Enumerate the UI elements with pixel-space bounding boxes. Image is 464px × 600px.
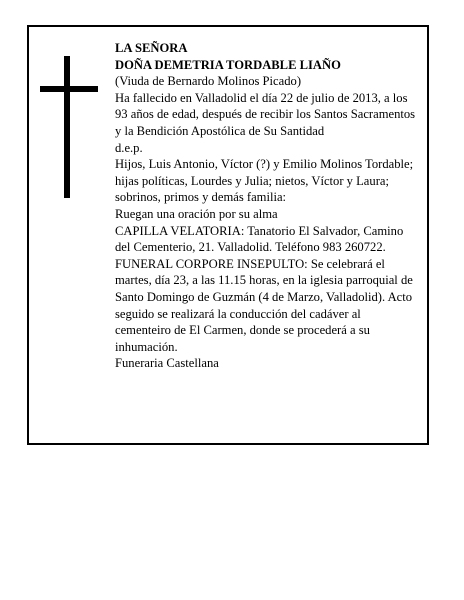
dep-line: d.e.p. (115, 140, 143, 155)
funeral-info: FUNERAL CORPORE INSEPULTO: Se celebrará el martes, día 23, a las 11.15 horas, en la iglesia parroquial de Santo Domingo de Guzmán (4 de Marzo, Valladolid). Acto seguido se realizará la conducción del cadáver al cementeiro de El Carmen, donde se procederá a su inhumación. (115, 256, 413, 354)
deceased-name: DOÑA DEMETRIA TORDABLE LIAÑO (115, 57, 341, 72)
family-members: Hijos, Luis Antonio, Víctor (?) y Emilio Molinos Tordable; hijas políticas, Lourdes y Julia; nietos, Víctor y Laura; sobrinos, primos y demás familia: (115, 157, 414, 205)
widow-of-line: (Viuda de Bernardo Molinos Picado) (115, 74, 302, 89)
death-announcement: Ha fallecido en Valladolid el día 22 de julio de 2013, a los 93 años de edad, después de recibir los Santos Sacramentos y la Bendición Apostólica de Su Santidad (115, 90, 416, 138)
notice-body (115, 40, 419, 372)
cross-horizontal-bar (40, 86, 98, 92)
wake-chapel-info: CAPILLA VELATORIA: Tanatorio El Salvador, Camino del Cementerio, 21. Valladolid. Teléfono 983 260722. (115, 223, 404, 255)
cross-icon (40, 56, 98, 198)
funeral-home: Funeraria Castellana (115, 356, 219, 371)
obituary-notice (27, 25, 429, 445)
title-line: LA SEÑORA (115, 41, 188, 55)
cross-vertical-bar (64, 56, 70, 198)
prayer-request: Ruegan una oración por su alma (115, 206, 278, 221)
